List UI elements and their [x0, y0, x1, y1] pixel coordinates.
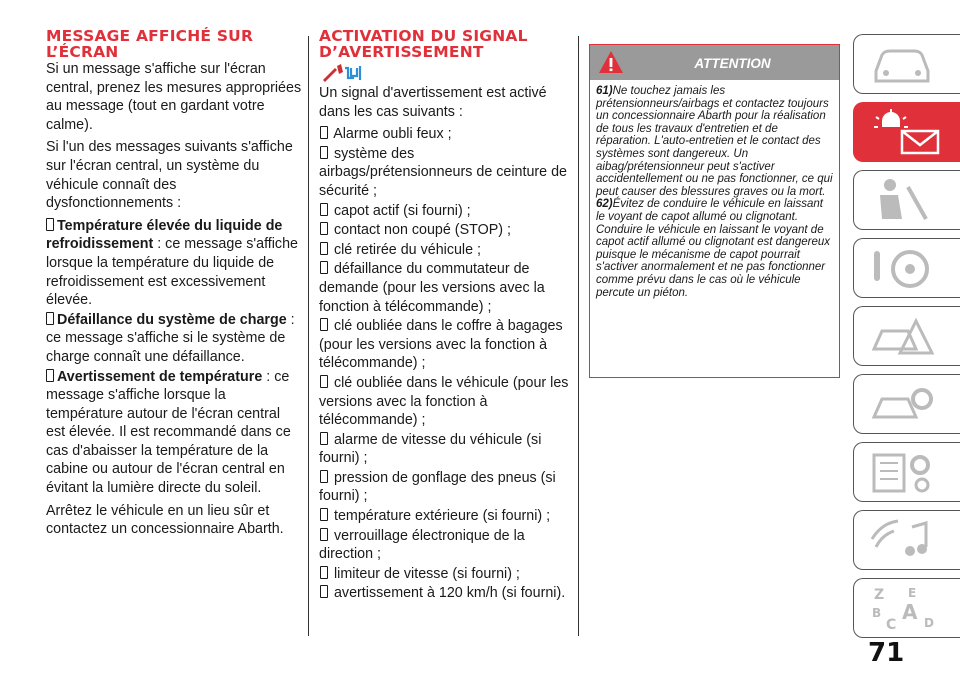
- list-item: Alarme oubli feux ;: [319, 125, 569, 144]
- bullet-box-icon: [320, 318, 328, 331]
- emergency-icon: [868, 313, 938, 359]
- list-item: système des airbags/prétensionneurs de ceinture de sécurité ;: [319, 145, 567, 199]
- bullet-box-icon: [320, 375, 328, 388]
- warning-signal-symbol: [319, 60, 569, 84]
- car-icon: [868, 41, 938, 87]
- bullet-box-icon: [46, 312, 54, 325]
- bullet-box-icon: [320, 585, 328, 598]
- bullet-box-icon: [320, 222, 328, 235]
- column-divider: [308, 36, 309, 636]
- multimedia-icon: [868, 517, 938, 563]
- list-item: contact non coupé (STOP) ;: [319, 221, 569, 240]
- list-item: Température élevée du liquide de refroidissement : ce message s'affiche lorsque la température du liquide de refroidissement est excessivement élevée.: [46, 217, 298, 309]
- section-message-affiche: [46, 28, 302, 543]
- buzzer-icon: [321, 62, 367, 84]
- section2-intro: Un signal d'avertissement est activé dans les cas suivants :: [319, 85, 547, 120]
- tab-technical-data[interactable]: [853, 442, 960, 502]
- page-number: 71: [868, 638, 905, 668]
- svg-text:Z: Z: [874, 587, 885, 603]
- tab-index[interactable]: [853, 578, 960, 638]
- list-item: température extérieure (si fourni) ;: [319, 507, 569, 526]
- technical-data-icon: [868, 449, 938, 495]
- attention-header: [590, 45, 839, 80]
- attention-box: [589, 44, 840, 378]
- index-icon: [868, 585, 938, 631]
- section1-paragraph: Si l'un des messages suivants s'affiche sur l'écran central, un système du véhicule connaît des dysfonctionnements :: [46, 139, 293, 212]
- bullet-box-icon: [320, 203, 328, 216]
- list-item: avertissement à 120 km/h (si fourni).: [319, 584, 569, 603]
- bullet-box-icon: [320, 261, 328, 274]
- bullet-box-icon: [320, 528, 328, 541]
- warning-lights-icon: [868, 109, 948, 157]
- svg-text:B: B: [872, 606, 882, 620]
- bullet-box-icon: [320, 146, 328, 159]
- tab-emergency[interactable]: [853, 306, 960, 366]
- tab-car[interactable]: [853, 34, 960, 94]
- attention-note: 62)Évitez de conduire le véhicule en laissant le voyant de capot allumé ou clignotant. Conduire le véhicule en laissant le voyant de capot actif allumé ou clignotant est dangereux puisque le mécanisme de capot pourrait s'activer anormalement et ne pas fonctionner comme prévu dans le cas où le véhicule percute un piéton.: [596, 198, 830, 299]
- steering-wheel-icon: [868, 245, 938, 291]
- list-item: Défaillance du système de charge : ce message s'affiche si le système de charge connaît une défaillance.: [46, 311, 295, 365]
- list-item: clé oubliée dans le coffre à bagages (pour les versions avec la fonction à télécommande) ;: [319, 318, 563, 372]
- attention-title: ATTENTION: [694, 56, 771, 71]
- list-item: Avertissement de température : ce message s'affiche lorsque la température autour de l'écran central est élevée. Il est recommandé dans ce cas d'abaisser la température de la cabine ou autour de l'écran central en évitant la lumière directe du soleil.: [46, 368, 291, 497]
- tab-driving[interactable]: [853, 238, 960, 298]
- column-divider: [578, 36, 579, 636]
- tab-warning-lights[interactable]: [853, 102, 960, 162]
- section-activation-signal: [319, 28, 569, 604]
- list-item: limiteur de vitesse (si fourni) ;: [319, 565, 569, 584]
- bullet-box-icon: [320, 242, 328, 255]
- attention-notes: [590, 80, 839, 299]
- svg-text:E: E: [908, 586, 917, 600]
- bullet-box-icon: [320, 432, 328, 445]
- list-item: capot actif (si fourni) ;: [319, 202, 569, 221]
- svg-text:A: A: [902, 600, 918, 624]
- tab-multimedia[interactable]: [853, 510, 960, 570]
- bullet-box-icon: [320, 566, 328, 579]
- section1-closing: Arrêtez le véhicule en un lieu sûr et contactez un concessionnaire Abarth.: [46, 502, 284, 538]
- list-item: défaillance du commutateur de demande (pour les versions avec la fonction à télécommande) ;: [319, 261, 545, 315]
- list-item: alarme de vitesse du véhicule (si fourni) ;: [319, 431, 542, 467]
- section2-heading: ACTIVATION DU SIGNAL D’AVERTISSEMENT: [319, 27, 528, 61]
- bullet-box-icon: [320, 470, 328, 483]
- svg-text:D: D: [924, 616, 934, 630]
- maintenance-icon: [868, 381, 938, 427]
- bullet-box-icon: [46, 218, 54, 231]
- bullet-box-icon: [320, 508, 328, 521]
- section1-paragraph: Si un message s'affiche sur l'écran central, prenez les mesures appropriées au message (tout en gardant votre calme).: [46, 61, 302, 133]
- bullet-box-icon: [46, 369, 54, 382]
- seat-airbag-icon: [868, 177, 938, 223]
- tab-safety[interactable]: [853, 170, 960, 230]
- tab-maintenance[interactable]: [853, 374, 960, 434]
- section1-heading: MESSAGE AFFICHÉ SUR L’ÉCRAN: [46, 27, 254, 61]
- bullet-box-icon: [320, 126, 328, 139]
- attention-note: 61)Ne touchez jamais les prétensionneurs/airbags et contactez toujours un concessionnaire Abarth pour la réalisation de tous les travaux d'entretien et de réparation. L'auto-entretien et le contact des systèmes sont dangereux. Un aibag/prétensionneur peut s'activer accidentellement ou ne pas fonctionner, ce qui peut causer des blessures graves ou la mort.: [596, 85, 833, 198]
- list-item: verrouillage électronique de la direction ;: [319, 527, 525, 563]
- list-item: clé retirée du véhicule ;: [319, 241, 569, 260]
- list-item: pression de gonflage des pneus (si fourni) ;: [319, 469, 556, 505]
- list-item: clé oubliée dans le véhicule (pour les versions avec la fonction à télécommande) ;: [319, 374, 569, 429]
- svg-text:C: C: [886, 617, 897, 631]
